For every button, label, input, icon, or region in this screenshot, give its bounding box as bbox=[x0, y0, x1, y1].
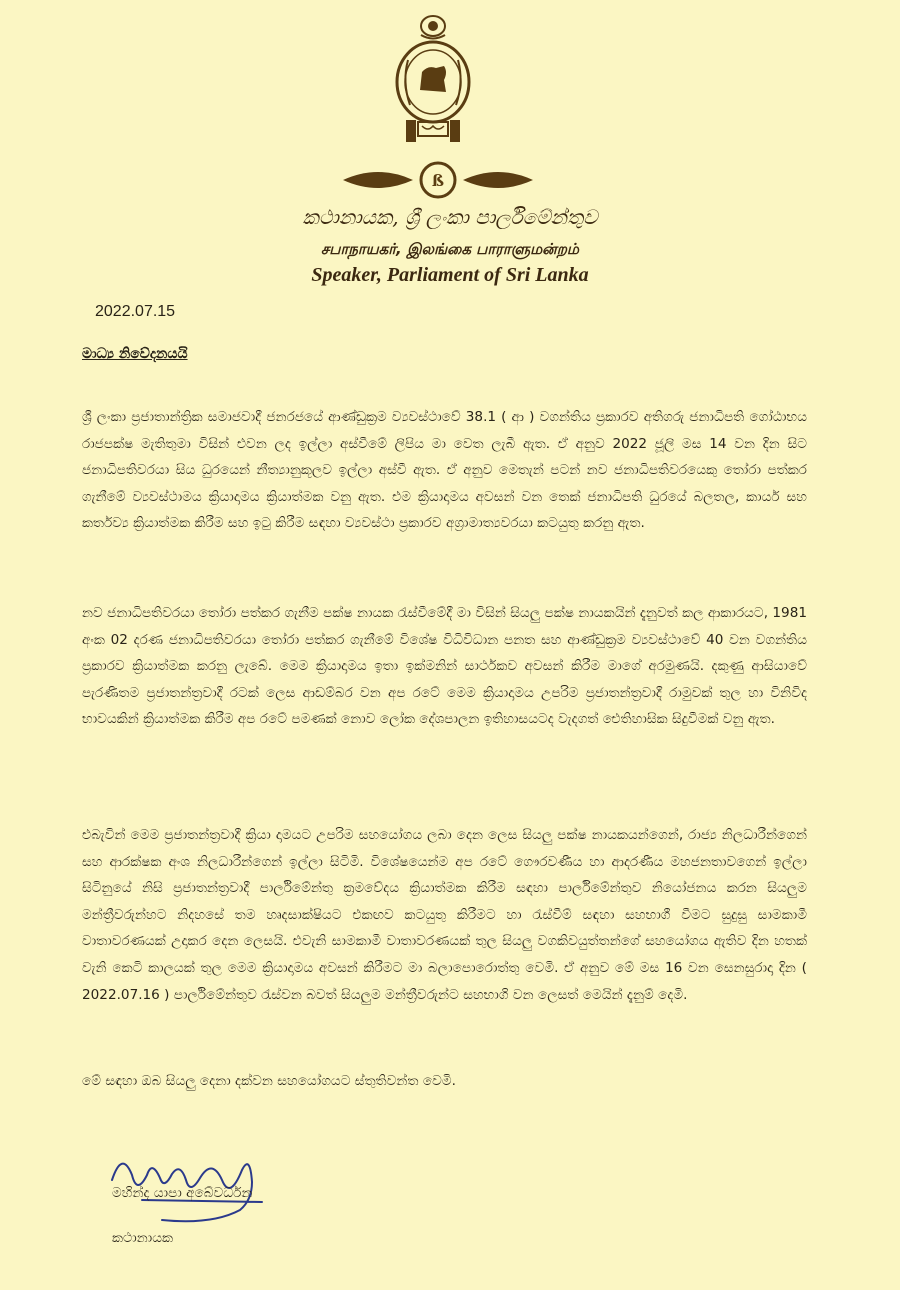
paragraph-4: මේ සඳහා ඔබ සියලු දෙනා දක්වන සහයෝගයට ස්තුතිවන්ත වෙමි. bbox=[82, 1073, 456, 1089]
ornament-divider-icon bbox=[338, 158, 538, 202]
paragraph-2: නව ජනාධිපතිවරයා තෝරා පත්කර ගැනීම පක්ෂ නායක රැස්වීමේදී මා විසින් සියලු පක්ෂ නායකයින් දැනුවත් කල ආකාරයට, 1981 අංක 02 දරණ ජනාධිපතිවරයා තෝරා පත්කර ගැනීමේ විශේෂ විධිවිධාන පනත සහ ආණ්ඩුක්‍රම ව්‍යවස්ථාවේ 40 වන වගන්තිය ප්‍රකාරව ක්‍රියාත්මක කරනු ලැබේ. මෙම ක්‍රියාදාමය ඉතා ඉක්මනින් සාර්ථකව අවසන් කිරීම මාගේ අරමුණයි. දකුණු ආසියාවේ පැරණිතම ප්‍රජාතන්ත්‍රවාදී රටක් ලෙස ආඩම්බර වන අප රටේ මෙම ක්‍රියාදාමය උපරිම ප්‍රජාතන්ත්‍රවාදී රාමුවක් තුල හා විනිවිද භාවයකින් ක්‍රියාත්මක කිරීම අප රටේ පමණක් නොව ලෝක දේශපාලන ඉතිහාසයටද වැදගත් ඓතිහාසික සිදුවීමක් වනු ඇත. bbox=[82, 605, 807, 728]
letterhead-english: Speaker, Parliament of Sri Lanka bbox=[311, 264, 589, 286]
signer-title: කථානායක bbox=[112, 1230, 174, 1246]
parliament-emblem-icon bbox=[388, 10, 478, 145]
paragraph-3: එබැවින් මෙම ප්‍රජාතන්ත්‍රවාදී ක්‍රියා දාමයට උපරිම සහයෝගය ලබා දෙන ලෙස සියලු පක්ෂ නායකයන්ගෙන්, රාජ්‍ය නිලධාරීන්ගෙන් සහ ආරක්ෂක අංශ නිලධාරීන්ගෙන් ඉල්ලා සිටිමි. විශේෂයෙන්ම අප රටේ ගෞරවණීය හා ආදරණීය මහජනතාවගෙන් ඉල්ලා සිටිනුයේ නිසි ප්‍රජාතන්ත්‍රවාදී පාර්ලිමේන්තු ක්‍රමවේදය ක්‍රියාත්මක කිරීම සඳහා පාර්ලිමේන්තුව නියෝජනය කරන සියලුම මන්ත්‍රීවරුන්හට නිදහසේ තම හෘදසාක්ෂියට එකඟව කටයුතු කිරීමට හා රැස්වීම් සඳහා සහභාගී වීමට සුදුසු සාමකාමී වාතාවරණයක් උදාකර දෙන ලෙසයි. එවැනි සාමකාමී වාතාවරණයක් තුල සියලු වගකිවයුත්තන්ගේ සහයෝගය ඇතිව දින හතක් වැනි කෙටි කාලයක් තුල මෙම ක්‍රියාදාමය අවසන් කිරීමට මා බලාපොරොත්තු වෙමි. ඒ අනුව මේ මස 16 වන සෙනසුරාදා දින ( 2022.07.16 ) පාර්ලිමේන්තුව රැස්වන බවත් සියලුම මන්ත්‍රීවරුන්ට සහභාගි වන ලෙසත් මෙයින් දැනුම් දෙමි. bbox=[82, 827, 807, 1003]
svg-text:ß: ß bbox=[431, 171, 445, 190]
letter-date: 2022.07.15 bbox=[95, 303, 176, 320]
signer-name: මහින්ද යාපා අබේවර්ධන bbox=[112, 1185, 253, 1201]
letter-heading: මාධ්‍ය නිවේදනයයි bbox=[82, 346, 188, 362]
letterhead-tamil: சபாநாயகர், இலங்கை பாராளுமன்றம் bbox=[320, 240, 579, 258]
letterhead-sinhala: කථානායක, ශ්‍රී ලංකා පාර්ලිමේන්තුව bbox=[302, 205, 598, 229]
paragraph-1: ශ්‍රී ලංකා ප්‍රජාතාන්ත්‍රික සමාජවාදී ජනරජයේ ආණ්ඩුක්‍රම ව්‍යවස්ථාවේ 38.1 ( ආ ) වගන්තිය ප්‍රකාරව අතිගරු ජනාධිපති ගෝඨාභය රාජපක්ෂ මැතිතුමා විසින් එවන ලද ඉල්ලා අස්වීමේ ලිපිය මා වෙත ලැබී ඇත. ඒ අනුව 2022 ජූලි මස 14 වන දින සිට ජනාධිපතිවරයා සිය ධුරයෙන් නීත්‍යානුකූලව ඉල්ලා අස්වී ඇත. ඒ අනුව මෙතැන් පටන් නව ජනාධිපතිවරයෙකු තෝරා පත්කර ගැනීමේ ව්‍යවස්ථාමය ක්‍රියාදාමය ක්‍රියාත්මක වනු ඇත. එම ක්‍රියාදාමය අවසන් වන තෙක් ජනාධිපති ධුරයේ බලතල, කාර්ය සහ කර්තව්‍ය ක්‍රියාත්මක කිරීම සහ ඉටු කිරීම සඳහා ව්‍යවස්ථා ප්‍රකාරව අග්‍රාමාත්‍යවරයා කටයුතු කරනු ඇත. bbox=[82, 409, 807, 532]
